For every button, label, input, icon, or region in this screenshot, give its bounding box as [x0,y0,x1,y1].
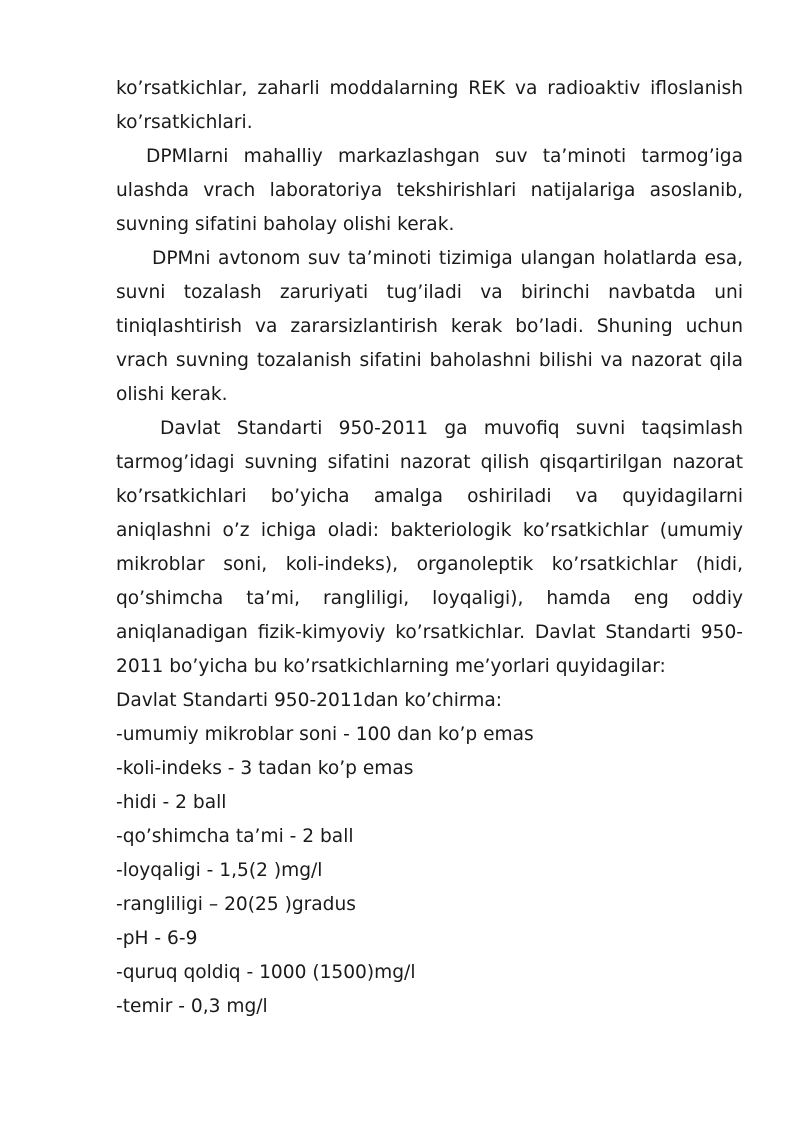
list-item: -koli-indeks - 3 tadan ko’p emas [116,758,414,779]
norms-list [116,718,743,1024]
list-item: -pH - 6-9 [116,928,198,949]
list-item: -loyqaligi - 1,5(2 )mg/l [116,860,323,881]
list-item: -temir - 0,3 mg/l [116,996,268,1017]
list-item: -hidi - 2 ball [116,792,227,813]
paragraph-4: Davlat Standarti 950-2011 ga muvofiq suvni taqsimlash tarmog’idagi suvning sifatini nazorat qilish qisqartirilgan nazorat ko’rsatkichlari bo’yicha amalga oshiriladi va quyidagilarni aniqlashni o’z ichiga oladi: bakteriologik ko’rsatkichlar (umumiy mikroblar soni, koli-indeks), organoleptik ko’rsatkichlar (hidi, qo’shimcha ta’mi, rangliligi, loyqaligi), hamda eng oddiy aniqlanadigan fizik-kimyoviy ko’rsatkichlar. Davlat Standarti 950-2011 bo’yicha bu ko’rsatkichlarning me’yorlari quyidagilar: [116,418,743,677]
list-item: -rangliligi – 20(25 )gradus [116,894,356,915]
list-item: -umumiy mikroblar soni - 100 dan ko’p emas [116,724,534,745]
list-item: -qo’shimcha ta’mi - 2 ball [116,826,354,847]
paragraph-3: DPMni avtonom suv ta’minoti tizimiga ulangan holatlarda esa, suvni tozalash zaruriyati tug’iladi va birinchi navbatda uni tiniqlashtirish va zararsizlantirish kerak bo’ladi. Shuning uchun vrach suvning tozalanish sifatini baholashni bilishi va nazorat qila olishi kerak. [116,248,743,405]
paragraph-2: DPMlarni mahalliy markazlashgan suv ta’minoti tarmog’iga ulashda vrach laboratoriya tekshirishlari natijalariga asoslanib, suvning sifatini baholay olishi kerak. [116,146,743,235]
document-page [116,72,743,1024]
paragraph-1: ko’rsatkichlar, zaharli moddalarning REK va radioaktiv ifloslanish ko’rsatkichlari. [116,78,743,133]
excerpt-heading: Davlat Standarti 950-2011dan ko’chirma: [116,690,503,711]
list-item: -quruq qoldiq - 1000 (1500)mg/l [116,962,416,983]
